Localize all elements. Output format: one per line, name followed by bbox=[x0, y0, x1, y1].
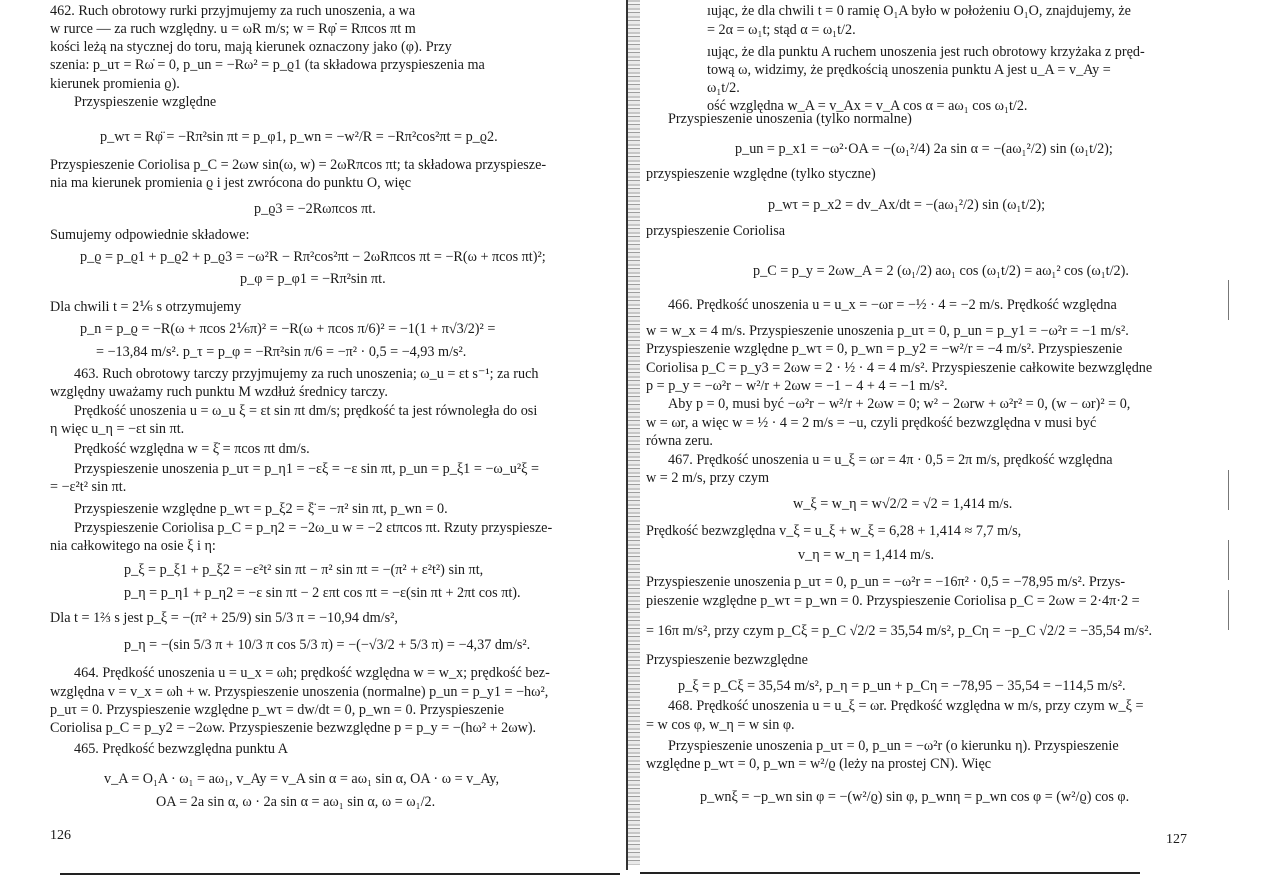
text-line: 462. Ruch obrotowy rurki przyjmujemy za ruch unoszenia, a wa bbox=[50, 3, 416, 19]
text-line: 464. Prędkość unoszenia u = u_x = ωh; prędkość względna w = w_x; prędkość bez- bbox=[74, 665, 550, 681]
text-line: Przyspieszenie unoszenia p_uτ = p_η1 = −εξ = −ε sin πt, p_un = p_ξ1 = −ω_u²ξ = bbox=[74, 461, 540, 477]
text-line: ıując, że dla punktu A ruchem unoszenia jest ruch obrotowy krzyżaka z pręd- bbox=[707, 44, 1145, 60]
margin-mark bbox=[1228, 470, 1229, 510]
text-line: w rurce — za ruch względny. u = ωR m/s; w = Rφ̇ = Rπcos πt m bbox=[50, 21, 416, 37]
text-line: Coriolisa p_C = p_y3 = 2ωw = 2 · ½ · 4 = 4 m/s². Przyspieszenie całkowite bezwzględne bbox=[646, 360, 1153, 376]
text-line: Prędkość względna w = ξ̇ = πcos πt dm/s. bbox=[74, 441, 310, 457]
text-line: = w cos φ, w_η = w sin φ. bbox=[646, 717, 795, 733]
text-line: w = w_x = 4 m/s. Przyspieszenie unoszenia p_uτ = 0, p_un = p_y1 = −ω²r = −1 m/s². bbox=[646, 323, 1129, 339]
text-line: ω₁t/2. bbox=[707, 80, 740, 96]
text-line: = −13,84 m/s². p_τ = p_φ = −Rπ²sin π/6 = −π² · 0,5 = −4,93 m/s². bbox=[96, 344, 467, 360]
page-number-right: 127 bbox=[1166, 832, 1187, 847]
text-line: przyspieszenie względne (tylko styczne) bbox=[646, 166, 876, 182]
text-line: przyspieszenie Coriolisa bbox=[646, 223, 786, 239]
text-line: p_un = p_x1 = −ω²·OA = −(ω₁²/4) 2a sin α = −(aω₁²/2) sin (ω₁t/2); bbox=[735, 141, 1113, 157]
text-line: p_η = p_η1 + p_η2 = −ε sin πt − 2 επt cos πt = −ε(sin πt + 2πt cos πt). bbox=[124, 585, 521, 601]
text-line: 468. Prędkość unoszenia u = u_ξ = ωr. Prędkość względna w m/s, przy czym w_ξ = bbox=[668, 698, 1144, 714]
text-line: w_ξ = w_η = w√2/2 = √2 = 1,414 m/s. bbox=[793, 496, 1013, 512]
text-line: nia ma kierunek promienia ϱ i jest zwrócona do punktu O, więc bbox=[50, 175, 412, 191]
text-line: kości leżą na stycznej do toru, mają kierunek oznaczony jako (φ). Przy bbox=[50, 39, 452, 55]
text-line: Przyspieszenie Coriolisa p_C = 2ωw sin(ω, w) = 2ωRπcos πt; ta składowa przyspiesze- bbox=[50, 157, 547, 173]
text-line: p_ξ = p_Cξ = 35,54 m/s², p_η = p_un + p_Cη = −78,95 − 35,54 = −114,5 m/s². bbox=[678, 678, 1126, 694]
text-line: 465. Prędkość bezwzględna punktu A bbox=[74, 741, 288, 757]
text-line: p_ϱ = p_ϱ1 + p_ϱ2 + p_ϱ3 = −ω²R − Rπ²cos²πt − 2ωRπcos πt = −R(ω + πcos πt)²; bbox=[80, 249, 546, 265]
text-line: równa zeru. bbox=[646, 433, 713, 449]
text-line: = 16π m/s², przy czym p_Cξ = p_C √2/2 = 35,54 m/s², p_Cη = −p_C √2/2 = −35,54 m/s². bbox=[646, 623, 1153, 639]
text-line: Sumujemy odpowiednie składowe: bbox=[50, 227, 250, 243]
text-line: Przyspieszenie bezwzględne bbox=[646, 652, 808, 668]
text-line: Przyspieszenie unoszenia p_uτ = 0, p_un = −ω²r (o kierunku η). Przyspieszenie bbox=[668, 738, 1119, 754]
text-line: Prędkość unoszenia u = ω_u ξ = εt sin πt dm/s; prędkość ta jest równoległa do osi bbox=[74, 403, 538, 419]
text-line: p_uτ = 0. Przyspieszenie względne p_wτ = dw/dt = 0, p_wn = 0. Przyspieszenie bbox=[50, 702, 504, 718]
text-line: Przyspieszenie Coriolisa p_C = p_η2 = −2ω_u w = −2 εtπcos πt. Rzuty przyspiesze- bbox=[74, 520, 553, 536]
text-line: nia całkowitego na osie ξ i η: bbox=[50, 538, 216, 554]
text-line: szenia: p_uτ = Rω̇ = 0, p_un = −Rω² = p_ϱ1 (ta składowa przyspieszenia ma bbox=[50, 57, 485, 73]
text-line: Coriolisa p_C = p_y2 = −2ωw. Przyspieszenie bezwzględne p = p_y = −(hω² + 2ωw). bbox=[50, 720, 537, 736]
text-line: p_C = p_y = 2ωw_A = 2 (ω₁/2) aω₁ cos (ω₁t/2) = aω₁² cos (ω₁t/2). bbox=[753, 263, 1129, 279]
book-gutter bbox=[626, 0, 640, 865]
text-line: p = p_y = −ω²r − w²/r + 2ωw = −1 − 4 + 4 = −1 m/s². bbox=[646, 378, 948, 394]
text-line: Przyspieszenie unoszenia (tylko normalne) bbox=[668, 111, 912, 127]
text-line: w = 2 m/s, przy czym bbox=[646, 470, 770, 486]
text-line: Przyspieszenie względne p_wτ = 0, p_wn = p_y2 = −w²/r = −4 m/s². Przyspieszenie bbox=[646, 341, 1123, 357]
text-line: p_ϱ3 = −2Rωπcos πt. bbox=[254, 201, 376, 217]
text-line: p_n = p_ϱ = −R(ω + πcos 2⅙π)² = −R(ω + πcos π/6)² = −1(1 + π√3/2)² = bbox=[80, 321, 496, 337]
text-line: v_A = O₁A · ω₁ = aω₁, v_Ay = v_A sin α = aω₁ sin α, OA · ω = v_Ay, bbox=[104, 771, 499, 787]
text-line: p_φ = p_φ1 = −Rπ²sin πt. bbox=[240, 271, 386, 287]
text-line: względny uważamy ruch punktu M wzdłuż średnicy tarczy. bbox=[50, 384, 388, 400]
text-line: Aby p = 0, musi być −ω²r − w²/r + 2ωw = 0; w² − 2ωrw + ω²r² = 0, (w − ωr)² = 0, bbox=[668, 396, 1131, 412]
text-line: p_wτ = Rφ̈ = −Rπ²sin πt = p_φ1, p_wn = −w²/R = −Rπ²cos²πt = p_ϱ2. bbox=[100, 129, 498, 145]
text-line: kierunek promienia ϱ). bbox=[50, 76, 180, 92]
gutter-line bbox=[626, 0, 628, 870]
text-line: = 2α = ω₁t; stąd α = ω₁t/2. bbox=[707, 22, 856, 38]
page-number-left: 126 bbox=[50, 828, 71, 843]
text-line: η więc u_η = −εt sin πt. bbox=[50, 421, 185, 437]
text-line: OA = 2a sin α, ω · 2a sin α = aω₁ sin α, ω = ω₁/2. bbox=[156, 794, 436, 810]
text-line: Przyspieszenie unoszenia p_uτ = 0, p_un = −ω²r = −16π² · 0,5 = −78,95 m/s². Przys- bbox=[646, 574, 1126, 590]
text-line: p_wnξ = −p_wn sin φ = −(w²/ϱ) sin φ, p_wnη = p_wn cos φ = (w²/ϱ) cos φ. bbox=[700, 789, 1130, 805]
margin-mark bbox=[1228, 280, 1229, 320]
bottom-edge-left bbox=[60, 873, 620, 875]
text-line: 463. Ruch obrotowy tarczy przyjmujemy za ruch unoszenia; ω_u = εt s⁻¹; za ruch bbox=[74, 366, 539, 382]
text-line: względne p_wτ = 0, p_wn = w²/ϱ (leży na prostej CN). Więc bbox=[646, 756, 992, 772]
text-line: Przyspieszenie względne p_wτ = p_ξ2 = ξ̈ = −π² sin πt, p_wn = 0. bbox=[74, 501, 448, 517]
text-line: pieszenie względne p_wτ = p_wn = 0. Przyspieszenie Coriolisa p_C = 2ωw = 2·4π·2 = bbox=[646, 593, 1140, 609]
text-line: v_η = w_η = 1,414 m/s. bbox=[798, 547, 935, 563]
text-line: Przyspieszenie względne bbox=[74, 94, 217, 110]
text-line: względna v = v_x = ωh + w. Przyspieszenie unoszenia (normalne) p_un = p_y1 = −hω², bbox=[50, 684, 549, 700]
text-line: w = ωr, a więc w = ½ · 4 = 2 m/s = −u, czyli prędkość bezwzględna v musi być bbox=[646, 415, 1097, 431]
bottom-edge-right bbox=[640, 872, 1140, 874]
text-line: = −ε²t² sin πt. bbox=[50, 479, 127, 495]
text-line: p_wτ = p_x2 = dv_Ax/dt = −(aω₁²/2) sin (ω₁t/2); bbox=[768, 197, 1046, 213]
text-line: Prędkość bezwzględna v_ξ = u_ξ + w_ξ = 6,28 + 1,414 ≈ 7,7 m/s, bbox=[646, 523, 1022, 539]
text-line: ıując, że dla chwili t = 0 ramię O₁A było w położeniu O₁O, znajdujemy, że bbox=[707, 3, 1131, 19]
text-line: 466. Prędkość unoszenia u = u_x = −ωr = −½ · 4 = −2 m/s. Prędkość względna bbox=[668, 297, 1117, 313]
text-line: p_ξ = p_ξ1 + p_ξ2 = −ε²t² sin πt − π² sin πt = −(π² + ε²t²) sin πt, bbox=[124, 562, 484, 578]
text-line: 467. Prędkość unoszenia u = u_ξ = ωr = 4π · 0,5 = 2π m/s, prędkość względna bbox=[668, 452, 1113, 468]
margin-mark bbox=[1228, 540, 1229, 580]
margin-mark bbox=[1228, 590, 1229, 630]
text-line: tową ω, widzimy, że prędkością unoszenia punktu A jest u_A = v_Ay = bbox=[707, 62, 1111, 78]
text-line: p_η = −(sin 5/3 π + 10/3 π cos 5/3 π) = −(−√3/2 + 5/3 π) = −4,37 dm/s². bbox=[124, 637, 531, 653]
text-line: Dla t = 1⅔ s jest p_ξ = −(π² + 25/9) sin 5/3 π = −10,94 dm/s², bbox=[50, 610, 398, 626]
text-line: Dla chwili t = 2⅙ s otrzymujemy bbox=[50, 299, 242, 315]
text-line: ość względna w_A = v_Ax = v_A cos α = aω₁ cos ω₁t/2. bbox=[707, 98, 1028, 114]
